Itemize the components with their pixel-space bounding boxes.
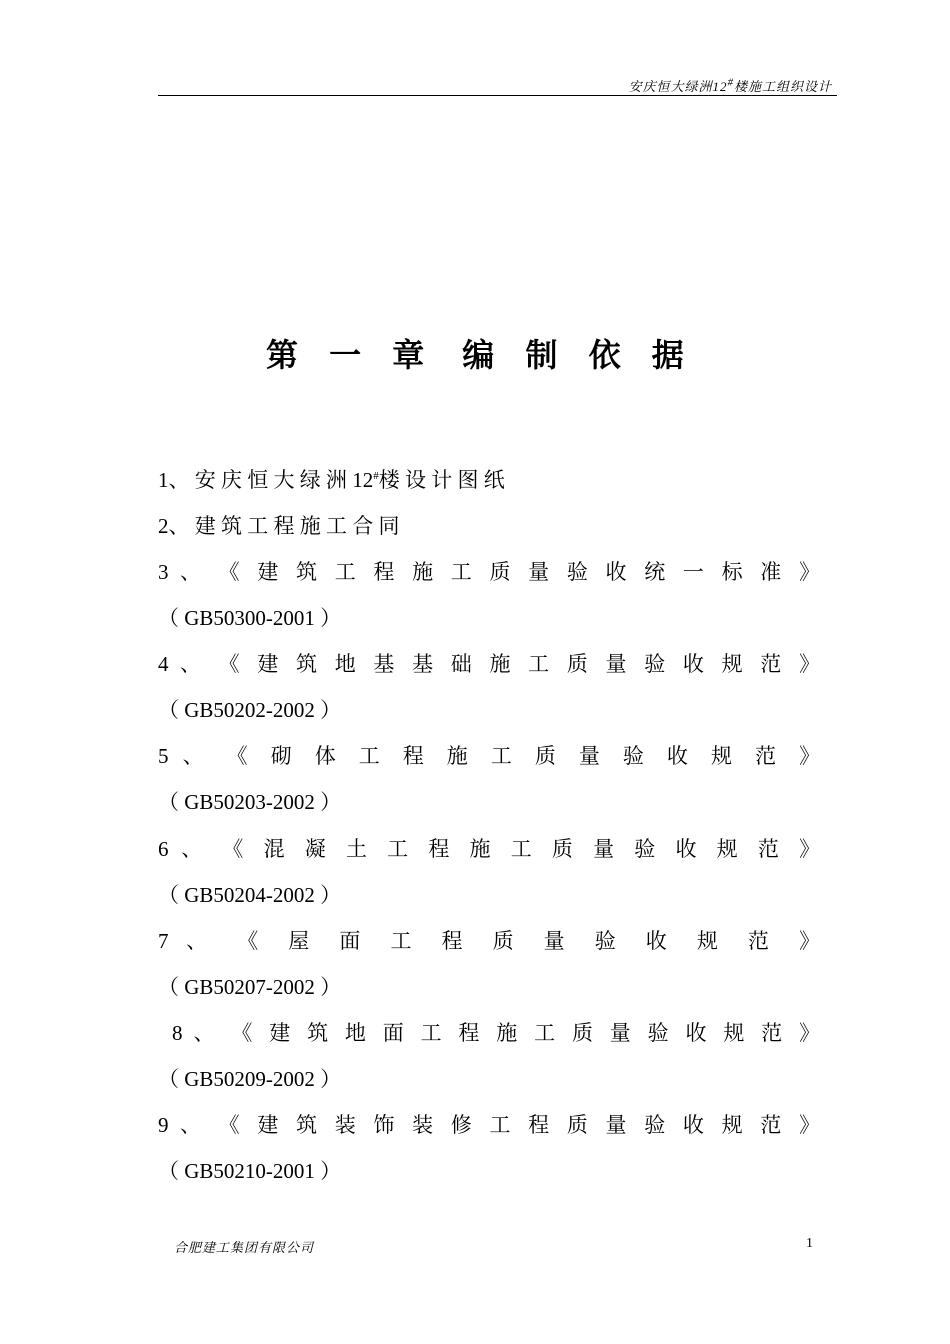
list-item-1-sup: # [373, 470, 379, 482]
list-item-6: 6 、 《 混 凝 土 工 程 施 工 质 量 验 收 规 范 》 [158, 837, 820, 861]
header-text-prefix: 安庆恒大绿洲12 [628, 79, 728, 94]
list-item-6-code: （ GB50204-2002 ） [158, 883, 342, 907]
chapter-number: 第 一 章 [266, 336, 435, 374]
list-item-1-lead: 1、 安 庆 恒 大 绿 洲 12 [158, 468, 374, 492]
list-item-2: 2、 建 筑 工 程 施 工 合 同 [158, 514, 400, 538]
list-item-7-code: （ GB50207-2002 ） [158, 975, 342, 999]
list-item-8-code: （ GB50209-2002 ） [158, 1067, 342, 1091]
list-item-5: 5 、 《 砌 体 工 程 施 工 质 量 验 收 规 范 》 [158, 744, 820, 768]
list-item-9: 9 、 《 建 筑 装 饰 装 修 工 程 质 量 验 收 规 范 》 [158, 1113, 820, 1137]
chapter-name: 编 制 依 据 [462, 336, 694, 374]
list-item-7: 7 、 《 屋 面 工 程 质 量 验 收 规 范 》 [158, 929, 820, 953]
list-item-4: 4 、 《 建 筑 地 基 基 础 施 工 质 量 验 收 规 范 》 [158, 652, 820, 676]
list-item-3-code: （ GB50300-2001 ） [158, 606, 342, 630]
header-text-sup: # [727, 76, 734, 89]
list-item-3: 3 、 《 建 筑 工 程 施 工 质 量 验 收 统 一 标 准 》 [158, 560, 820, 584]
header-text-suffix: 楼施工组织设计 [733, 79, 832, 94]
list-item-8: 8 、 《 建 筑 地 面 工 程 施 工 质 量 验 收 规 范 》 [172, 1021, 820, 1045]
list-item-4-code: （ GB50202-2002 ） [158, 698, 342, 722]
running-header [628, 76, 832, 95]
footer-company: 合肥建工集团有限公司 [174, 1240, 315, 1255]
page-number: 1 [806, 1236, 813, 1251]
list-item-1 [158, 466, 820, 494]
chapter-title [266, 330, 694, 376]
list-item-9-code: （ GB50210-2001 ） [158, 1159, 342, 1183]
list-item-5-code: （ GB50203-2002 ） [158, 790, 342, 814]
header-rule [158, 95, 837, 96]
list-item-1-tail: 楼 设 计 图 纸 [378, 468, 505, 492]
